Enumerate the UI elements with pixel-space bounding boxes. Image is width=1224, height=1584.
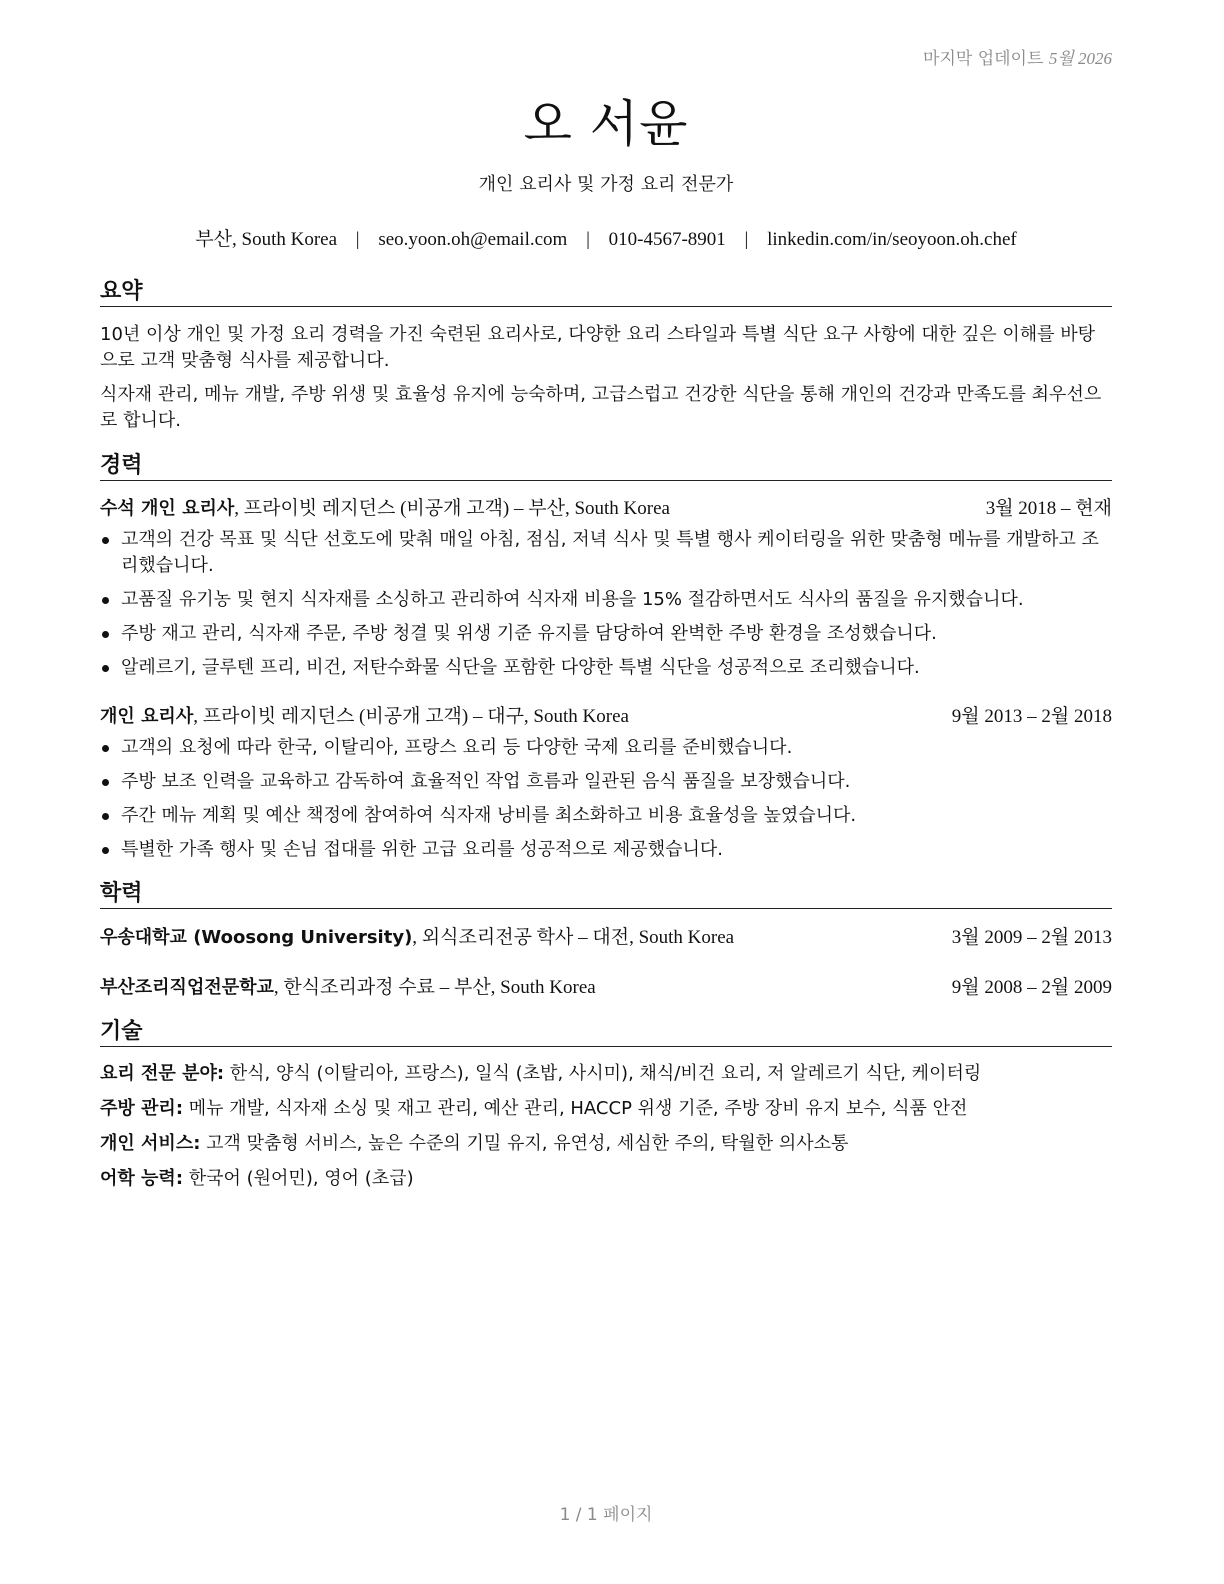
contact-phone[interactable]: 010-4567-8901 (608, 229, 726, 250)
bullet-text: 주방 재고 관리, 식자재 주문, 주방 청결 및 위생 기준 유지를 담당하여 완벽한 주방 환경을 조성했습니다. (121, 623, 937, 644)
skill-value: 고객 맞춤형 서비스, 높은 수준의 기밀 유지, 유연성, 세심한 주의, 탁월한 의사소통 (200, 1133, 849, 1154)
job-title: 수석 개인 요리사 (100, 498, 235, 519)
experience-entry-header (100, 704, 1112, 730)
last-updated (923, 44, 1112, 69)
bullet-text: 고객의 건강 목표 및 식단 선호도에 맞춰 매일 아침, 점심, 저녁 식사 및 특별 행사 케이터링을 위한 맞춤형 메뉴를 개발하고 조리했습니다. (121, 529, 1099, 576)
bullet-icon (102, 847, 109, 854)
list-item (100, 803, 1112, 829)
skill-label: 개인 서비스: (100, 1133, 201, 1154)
skill-line (100, 1131, 1112, 1157)
list-item (100, 621, 1112, 647)
bullet-icon (102, 745, 109, 752)
bullet-icon (102, 597, 109, 604)
last-updated-date: 5월 2026 (1048, 49, 1112, 68)
contact-separator: | (586, 229, 590, 250)
bullet-text: 특별한 가족 행사 및 손님 접대를 위한 고급 요리를 성공적으로 제공했습니다. (121, 839, 723, 860)
job-details: , 프라이빗 레지던스 (비공개 고객) – 대구, South Korea (193, 706, 629, 727)
education-date: 9월 2008 – 2월 2009 (951, 977, 1112, 998)
list-item (100, 769, 1112, 795)
bullet-icon (102, 813, 109, 820)
section-title-education: 학력 (100, 880, 1112, 909)
skill-value: 메뉴 개발, 식자재 소싱 및 재고 관리, 예산 관리, HACCP 위생 기준, 주방 장비 유지 보수, 식품 안전 (183, 1098, 968, 1119)
skill-label: 요리 전문 분야: (100, 1063, 225, 1084)
job-date: 3월 2018 – 현재 (985, 498, 1112, 519)
bullet-icon (102, 537, 109, 544)
education-entry (100, 975, 1112, 1001)
list-item (100, 837, 1112, 863)
experience-entry-header (100, 496, 1112, 522)
bullet-icon (102, 779, 109, 786)
skill-value: 한식, 양식 (이탈리아, 프랑스), 일식 (초밥, 사시미), 채식/비건 요리, 저 알레르기 식단, 케이터링 (224, 1063, 982, 1084)
education-date: 3월 2009 – 2월 2013 (951, 927, 1112, 948)
person-name: 오 서윤 (523, 95, 689, 153)
degree-details: , 한식조리과정 수료 – 부산, South Korea (273, 977, 596, 998)
experience-bullets (100, 735, 1112, 871)
bullet-text: 주간 메뉴 계획 및 예산 책정에 참여하여 식자재 낭비를 최소화하고 비용 효율성을 높였습니다. (121, 805, 857, 826)
bullet-icon (102, 631, 109, 638)
list-item (100, 587, 1112, 613)
list-item (100, 735, 1112, 761)
bullet-text: 주방 보조 인력을 교육하고 감독하여 효율적인 작업 흐름과 일관된 음식 품질을 보장했습니다. (121, 771, 851, 792)
contact-separator: | (355, 229, 360, 250)
experience-bullets (100, 527, 1112, 689)
contact-location: 부산, South Korea (195, 229, 338, 250)
bullet-icon (102, 665, 109, 672)
list-item (100, 655, 1112, 681)
last-updated-label: 마지막 업데이트 (923, 49, 1044, 69)
school-name: 우송대학교 (Woosong University) (100, 927, 413, 948)
skill-line (100, 1096, 1112, 1122)
section-title-skills: 기술 (100, 1018, 1112, 1047)
skill-line (100, 1061, 1112, 1087)
job-title: 개인 요리사 (100, 706, 194, 727)
contact-separator: | (744, 229, 749, 250)
skill-line (100, 1166, 1112, 1192)
contact-email[interactable]: seo.yoon.oh@email.com (378, 229, 568, 250)
skill-value: 한국어 (원어민), 영어 (초급) (183, 1168, 414, 1189)
contact-linkedin[interactable]: linkedin.com/in/seoyoon.oh.chef (767, 229, 1017, 250)
bullet-text: 알레르기, 글루텐 프리, 비건, 저탄수화물 식단을 포함한 다양한 특별 식단을 성공적으로 조리했습니다. (121, 657, 920, 678)
job-date: 9월 2013 – 2월 2018 (951, 706, 1112, 727)
headline: 개인 요리사 및 가정 요리 전문가 (478, 174, 734, 195)
education-entry (100, 925, 1112, 951)
bullet-text: 고품질 유기농 및 현지 식자재를 소싱하고 관리하여 식자재 비용을 15% 절감하면서도 식사의 품질을 유지했습니다. (121, 589, 1024, 610)
section-title-summary: 요약 (100, 278, 1112, 307)
skill-label: 주방 관리: (100, 1098, 184, 1119)
summary-paragraph: 10년 이상 개인 및 가정 요리 경력을 가진 숙련된 요리사로, 다양한 요리 스타일과 특별 식단 요구 사항에 대한 깊은 이해를 바탕으로 고객 맞춤형 식사를 제공합니다. (100, 324, 1096, 371)
skill-label: 어학 능력: (100, 1168, 184, 1189)
job-details: , 프라이빗 레지던스 (비공개 고객) – 부산, South Korea (234, 498, 670, 519)
list-item (100, 527, 1112, 579)
school-name: 부산조리직업전문학교 (100, 977, 274, 998)
contact-line (100, 224, 1112, 251)
summary-paragraph: 식자재 관리, 메뉴 개발, 주방 위생 및 효율성 유지에 능숙하며, 고급스럽고 건강한 식단을 통해 개인의 건강과 만족도를 최우선으로 합니다. (100, 384, 1102, 431)
bullet-text: 고객의 요청에 따라 한국, 이탈리아, 프랑스 요리 등 다양한 국제 요리를 준비했습니다. (121, 737, 793, 758)
degree-details: , 외식조리전공 학사 – 대전, South Korea (412, 927, 735, 948)
section-title-experience: 경력 (100, 452, 1112, 481)
page-indicator: 1 / 1 페이지 (559, 1505, 653, 1525)
resume-page (100, 0, 1112, 1584)
